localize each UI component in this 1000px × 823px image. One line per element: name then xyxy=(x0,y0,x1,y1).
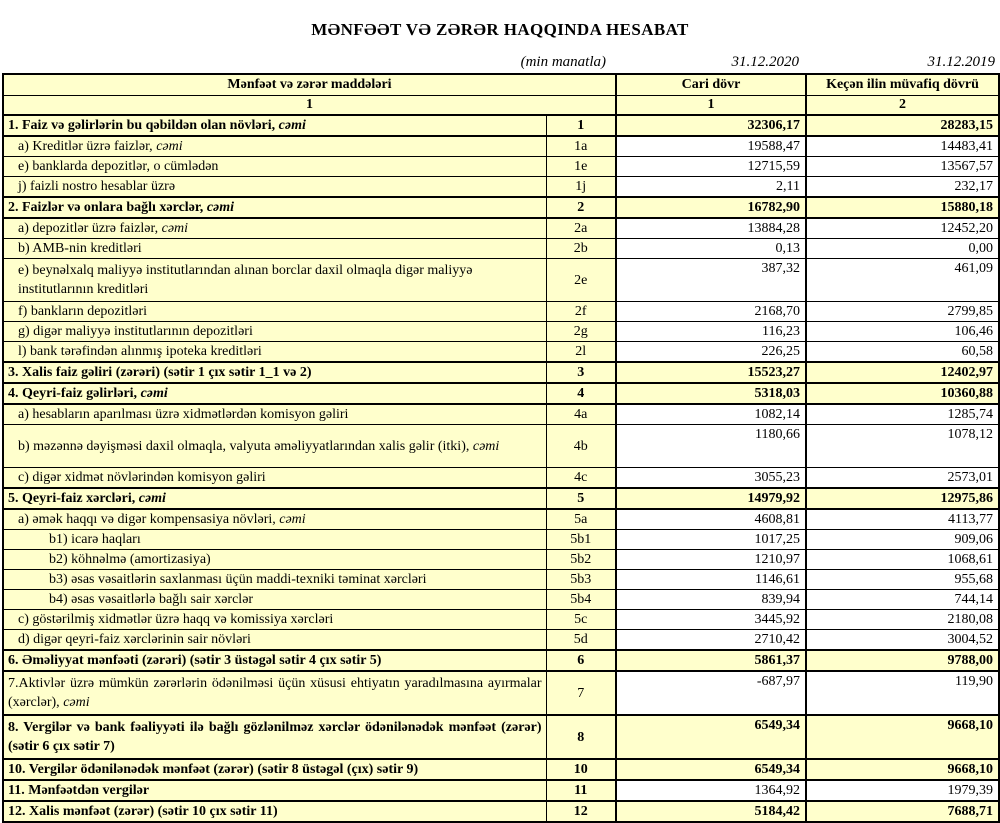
table-row xyxy=(3,488,999,509)
table-row xyxy=(3,157,999,177)
value-current-period: 13884,28 xyxy=(616,218,806,239)
row-label: 11. Mənfəətdən vergilər xyxy=(3,780,546,801)
row-number: 12 xyxy=(546,801,616,822)
row-label: b2) köhnəlmə (amortizasiya) xyxy=(3,550,546,570)
value-current-period: 1364,92 xyxy=(616,780,806,801)
table-row xyxy=(3,509,999,530)
header-items-column: Mənfəət və zərər maddələri xyxy=(3,74,616,96)
value-current-period: 1146,61 xyxy=(616,570,806,590)
value-previous-period: 60,58 xyxy=(806,342,999,363)
table-row xyxy=(3,239,999,259)
row-label: 12. Xalis mənfəət (zərər) (sətir 10 çıx sətir 11) xyxy=(3,801,546,822)
row-number: 2 xyxy=(546,197,616,218)
row-label: a) depozitlər üzrə faizlər, cəmi xyxy=(3,218,546,239)
value-previous-period: 14483,41 xyxy=(806,136,999,157)
table-row xyxy=(3,530,999,550)
row-label: a) Kreditlər üzrə faizlər, cəmi xyxy=(3,136,546,157)
table-row xyxy=(3,259,999,302)
value-previous-period: 461,09 xyxy=(806,259,999,302)
value-previous-period: 119,90 xyxy=(806,671,999,715)
table-row xyxy=(3,425,999,468)
value-previous-period: 1068,61 xyxy=(806,550,999,570)
table-row xyxy=(3,610,999,630)
row-label: 6. Əməliyyat mənfəəti (zərəri) (sətir 3 üstəgəl sətir 4 çıx sətir 5) xyxy=(3,650,546,671)
row-number: 6 xyxy=(546,650,616,671)
table-row xyxy=(3,322,999,342)
value-previous-period: 3004,52 xyxy=(806,630,999,651)
value-current-period: 3055,23 xyxy=(616,468,806,489)
table-row xyxy=(3,715,999,759)
header-subrow xyxy=(3,96,999,116)
value-previous-period: 10360,88 xyxy=(806,383,999,404)
table-row xyxy=(3,780,999,801)
value-current-period: 4608,81 xyxy=(616,509,806,530)
row-label: l) bank tərəfindən alınmış ipoteka kreditləri xyxy=(3,342,546,363)
value-previous-period: 9788,00 xyxy=(806,650,999,671)
value-previous-period: 7688,71 xyxy=(806,801,999,822)
value-previous-period: 744,14 xyxy=(806,590,999,610)
value-current-period: 2710,42 xyxy=(616,630,806,651)
value-previous-period: 1979,39 xyxy=(806,780,999,801)
value-previous-period: 4113,77 xyxy=(806,509,999,530)
header-previous-period: Keçən ilin müvafiq dövrü xyxy=(806,74,999,96)
value-previous-period: 12402,97 xyxy=(806,362,999,383)
value-current-period: 2,11 xyxy=(616,177,806,198)
header-row xyxy=(3,74,999,96)
table-row xyxy=(3,671,999,715)
row-label: e) banklarda depozitlər, o cümlədən xyxy=(3,157,546,177)
table-row xyxy=(3,630,999,651)
row-number: 8 xyxy=(546,715,616,759)
row-label: 3. Xalis faiz gəliri (zərəri) (sətir 1 çıx sətir 1_1 və 2) xyxy=(3,362,546,383)
value-current-period: 1082,14 xyxy=(616,404,806,425)
row-number: 5b1 xyxy=(546,530,616,550)
row-label: 10. Vergilər ödənilənədək mənfəət (zərər) (sətir 8 üstəgəl (çıx) sətir 9) xyxy=(3,759,546,780)
value-current-period: 32306,17 xyxy=(616,115,806,136)
row-number: 2b xyxy=(546,239,616,259)
value-current-period: 1210,97 xyxy=(616,550,806,570)
header-current-period: Cari dövr xyxy=(616,74,806,96)
value-previous-period: 1078,12 xyxy=(806,425,999,468)
row-label: f) bankların depozitləri xyxy=(3,302,546,322)
value-current-period: 5318,03 xyxy=(616,383,806,404)
value-previous-period: 2799,85 xyxy=(806,302,999,322)
row-label: e) beynəlxalq maliyyə institutlarından alınan borclar daxil olmaqla digər maliyyə institutlarının kreditləri xyxy=(3,259,546,302)
row-label: b4) əsas vəsaitlərlə bağlı sair xərclər xyxy=(3,590,546,610)
value-previous-period: 0,00 xyxy=(806,239,999,259)
row-number: 1j xyxy=(546,177,616,198)
row-number: 2l xyxy=(546,342,616,363)
row-label: b3) əsas vəsaitlərin saxlanması üçün maddi-texniki təminat xərcləri xyxy=(3,570,546,590)
row-label: d) digər qeyri-faiz xərclərinin sair növləri xyxy=(3,630,546,651)
row-number: 4 xyxy=(546,383,616,404)
value-previous-period: 2180,08 xyxy=(806,610,999,630)
row-number: 1e xyxy=(546,157,616,177)
value-previous-period: 9668,10 xyxy=(806,715,999,759)
value-previous-period: 106,46 xyxy=(806,322,999,342)
value-current-period: 14979,92 xyxy=(616,488,806,509)
value-current-period: -687,97 xyxy=(616,671,806,715)
row-number: 2e xyxy=(546,259,616,302)
row-label: j) faizli nostro hesablar üzrə xyxy=(3,177,546,198)
column-index-previous: 2 xyxy=(806,96,999,116)
row-label: c) digər xidmət növlərindən komisyon gəliri xyxy=(3,468,546,489)
row-number: 1a xyxy=(546,136,616,157)
row-number: 5b3 xyxy=(546,570,616,590)
row-number: 4a xyxy=(546,404,616,425)
table-body xyxy=(3,115,999,822)
row-label: a) əmək haqqı və digər kompensasiya növləri, cəmi xyxy=(3,509,546,530)
value-current-period: 16782,90 xyxy=(616,197,806,218)
row-number: 1 xyxy=(546,115,616,136)
value-current-period: 19588,47 xyxy=(616,136,806,157)
value-previous-period: 9668,10 xyxy=(806,759,999,780)
row-number: 4b xyxy=(546,425,616,468)
table-row xyxy=(3,177,999,198)
value-current-period: 5184,42 xyxy=(616,801,806,822)
column-index-current: 1 xyxy=(616,96,806,116)
row-number: 2g xyxy=(546,322,616,342)
report-date-current: 31.12.2020 xyxy=(731,54,799,70)
row-number: 3 xyxy=(546,362,616,383)
table-row xyxy=(3,362,999,383)
value-current-period: 387,32 xyxy=(616,259,806,302)
value-current-period: 15523,27 xyxy=(616,362,806,383)
value-previous-period: 13567,57 xyxy=(806,157,999,177)
value-current-period: 6549,34 xyxy=(616,715,806,759)
value-previous-period: 1285,74 xyxy=(806,404,999,425)
row-label: 4. Qeyri-faiz gəlirləri, cəmi xyxy=(3,383,546,404)
table-row xyxy=(3,550,999,570)
row-number: 5d xyxy=(546,630,616,651)
row-number: 4c xyxy=(546,468,616,489)
row-number: 2a xyxy=(546,218,616,239)
table-row xyxy=(3,115,999,136)
value-current-period: 839,94 xyxy=(616,590,806,610)
row-number: 5 xyxy=(546,488,616,509)
row-number: 11 xyxy=(546,780,616,801)
value-previous-period: 232,17 xyxy=(806,177,999,198)
value-current-period: 116,23 xyxy=(616,322,806,342)
row-label: 8. Vergilər və bank fəaliyyəti ilə bağlı gözlənilməz xərclər ödənilənədək mənfəət (zərər) (sətir 6 çıx sətir 7) xyxy=(3,715,546,759)
value-previous-period: 15880,18 xyxy=(806,197,999,218)
row-number: 5b4 xyxy=(546,590,616,610)
value-previous-period: 955,68 xyxy=(806,570,999,590)
value-previous-period: 12452,20 xyxy=(806,218,999,239)
report-date-previous: 31.12.2019 xyxy=(927,54,995,70)
table-row xyxy=(3,468,999,489)
value-current-period: 5861,37 xyxy=(616,650,806,671)
table-row xyxy=(3,570,999,590)
table-row xyxy=(3,650,999,671)
value-previous-period: 2573,01 xyxy=(806,468,999,489)
value-current-period: 0,13 xyxy=(616,239,806,259)
value-previous-period: 28283,15 xyxy=(806,115,999,136)
value-previous-period: 909,06 xyxy=(806,530,999,550)
profit-loss-table xyxy=(2,73,1000,823)
table-row xyxy=(3,342,999,363)
value-current-period: 3445,92 xyxy=(616,610,806,630)
unit-note: (min manatla) xyxy=(520,54,606,70)
table-row xyxy=(3,136,999,157)
row-label: a) hesabların aparılması üzrə xidmətlərdən komisyon gəliri xyxy=(3,404,546,425)
row-label: c) göstərilmiş xidmətlər üzrə haqq və komissiya xərcləri xyxy=(3,610,546,630)
row-number: 5b2 xyxy=(546,550,616,570)
table-row xyxy=(3,590,999,610)
column-index-items: 1 xyxy=(3,96,616,116)
meta-line xyxy=(2,53,998,71)
value-current-period: 1017,25 xyxy=(616,530,806,550)
value-current-period: 12715,59 xyxy=(616,157,806,177)
value-current-period: 226,25 xyxy=(616,342,806,363)
row-label: g) digər maliyyə institutlarının depozitləri xyxy=(3,322,546,342)
value-previous-period: 12975,86 xyxy=(806,488,999,509)
row-label: 5. Qeyri-faiz xərcləri, cəmi xyxy=(3,488,546,509)
row-number: 7 xyxy=(546,671,616,715)
page-title: MƏNFƏƏT VƏ ZƏRƏR HAQQINDA HESABAT xyxy=(311,20,689,39)
report-page xyxy=(2,0,998,823)
row-label: 2. Faizlər və onlara bağlı xərclər, cəmi xyxy=(3,197,546,218)
table-row xyxy=(3,801,999,822)
row-number: 5a xyxy=(546,509,616,530)
row-number: 2f xyxy=(546,302,616,322)
row-label: 1. Faiz və gəlirlərin bu qəbildən olan növləri, cəmi xyxy=(3,115,546,136)
row-number: 5c xyxy=(546,610,616,630)
table-row xyxy=(3,404,999,425)
table-row xyxy=(3,197,999,218)
value-current-period: 2168,70 xyxy=(616,302,806,322)
table-row xyxy=(3,218,999,239)
value-current-period: 6549,34 xyxy=(616,759,806,780)
table-header xyxy=(3,74,999,115)
row-label: b1) icarə haqları xyxy=(3,530,546,550)
value-current-period: 1180,66 xyxy=(616,425,806,468)
row-number: 10 xyxy=(546,759,616,780)
row-label: b) AMB-nin kreditləri xyxy=(3,239,546,259)
row-label: b) məzənnə dəyişməsi daxil olmaqla, valyuta əməliyyatlarından xalis gəlir (itki), cəmi xyxy=(3,425,546,468)
row-label: 7.Aktivlər üzrə mümkün zərərlərin ödənilməsi üçün xüsusi ehtiyatın yaradılmasına ayırmalar (xərclər), cəmi xyxy=(3,671,546,715)
table-row xyxy=(3,383,999,404)
table-row xyxy=(3,302,999,322)
